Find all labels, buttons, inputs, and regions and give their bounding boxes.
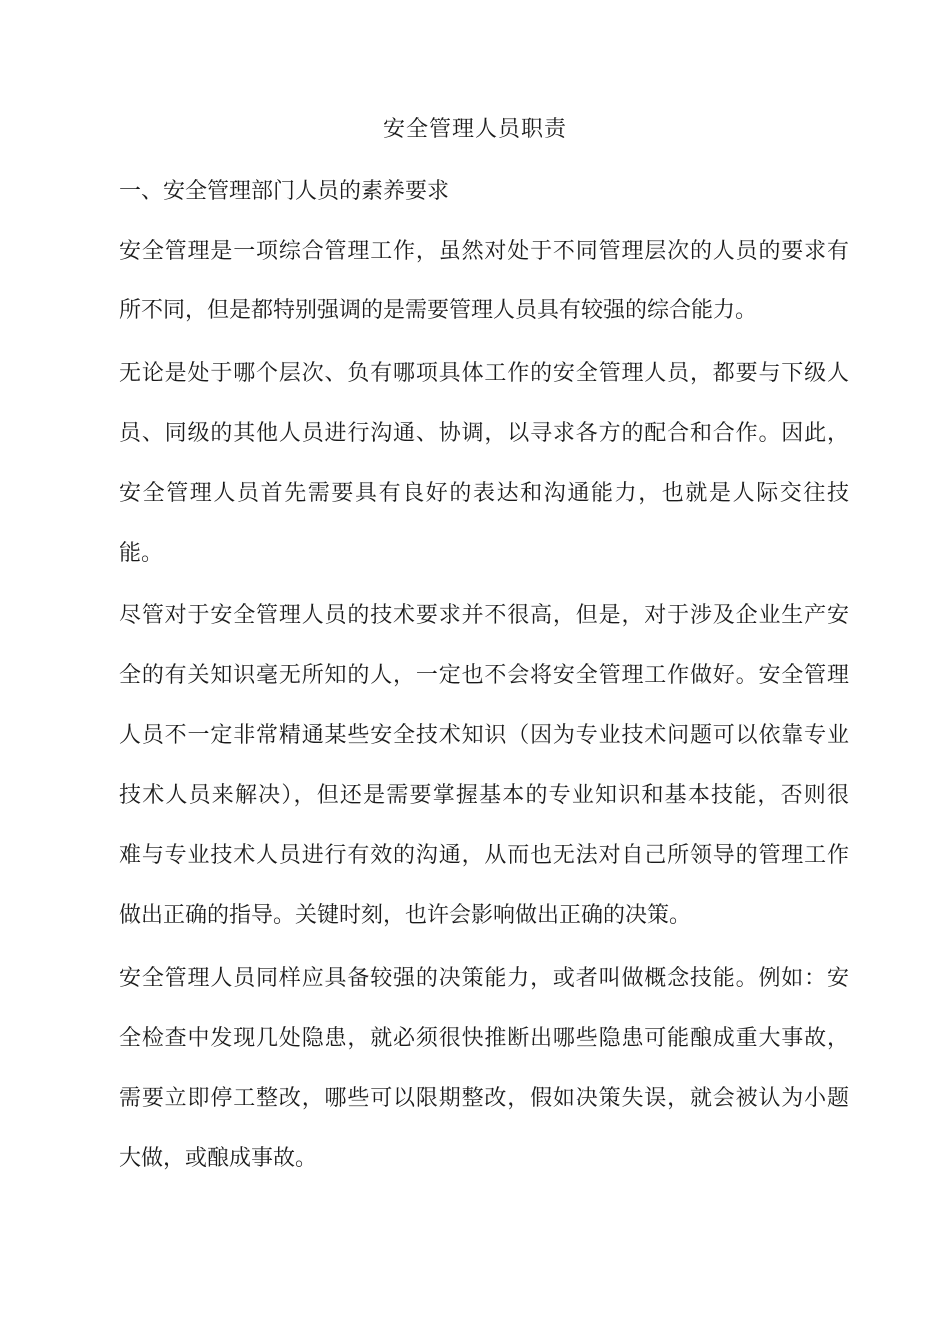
paragraph-line: 难与专业技术人员进行有效的沟通，从而也无法对自己所领导的管理工作 <box>119 843 849 868</box>
paragraph-line: 尽管对于安全管理人员的技术要求并不很高，但是，对于涉及企业生产安 <box>119 603 849 628</box>
paragraph-line: 大做，或酿成事故。 <box>119 1146 318 1171</box>
paragraph-line: 需要立即停工整改，哪些可以限期整改，假如决策失误，就会被认为小题 <box>119 1086 849 1111</box>
paragraph-line: 做出正确的指导。关键时刻，也许会影响做出正确的决策。 <box>119 903 692 928</box>
paragraph-line: 无论是处于哪个层次、负有哪项具体工作的安全管理人员，都要与下级人 <box>119 361 849 386</box>
paragraph-line: 全检查中发现几处隐患，就必须很快推断出哪些隐患可能酿成重大事故， <box>119 1026 849 1051</box>
paragraph-line: 能。 <box>119 541 164 566</box>
paragraph-line: 安全管理人员同样应具备较强的决策能力，或者叫做概念技能。例如：安 <box>119 966 849 991</box>
paragraph-line: 全的有关知识毫无所知的人，一定也不会将安全管理工作做好。安全管理 <box>119 663 849 688</box>
paragraph-line: 员、同级的其他人员进行沟通、协调，以寻求各方的配合和合作。因此， <box>119 421 849 446</box>
section-heading: 一、安全管理部门人员的素养要求 <box>119 179 450 204</box>
paragraph-line: 所不同，但是都特别强调的是需要管理人员具有较强的综合能力。 <box>119 298 758 323</box>
paragraph-line: 安全管理是一项综合管理工作，虽然对处于不同管理层次的人员的要求有 <box>119 239 849 264</box>
paragraph-line: 技术人员来解决），但还是需要掌握基本的专业知识和基本技能，否则很 <box>119 783 849 808</box>
document-title: 安全管理人员职责 <box>382 117 567 142</box>
paragraph-line: 人员不一定非常精通某些安全技术知识（因为专业技术问题可以依靠专业 <box>119 723 849 748</box>
paragraph-line: 安全管理人员首先需要具有良好的表达和沟通能力，也就是人际交往技 <box>119 481 849 506</box>
